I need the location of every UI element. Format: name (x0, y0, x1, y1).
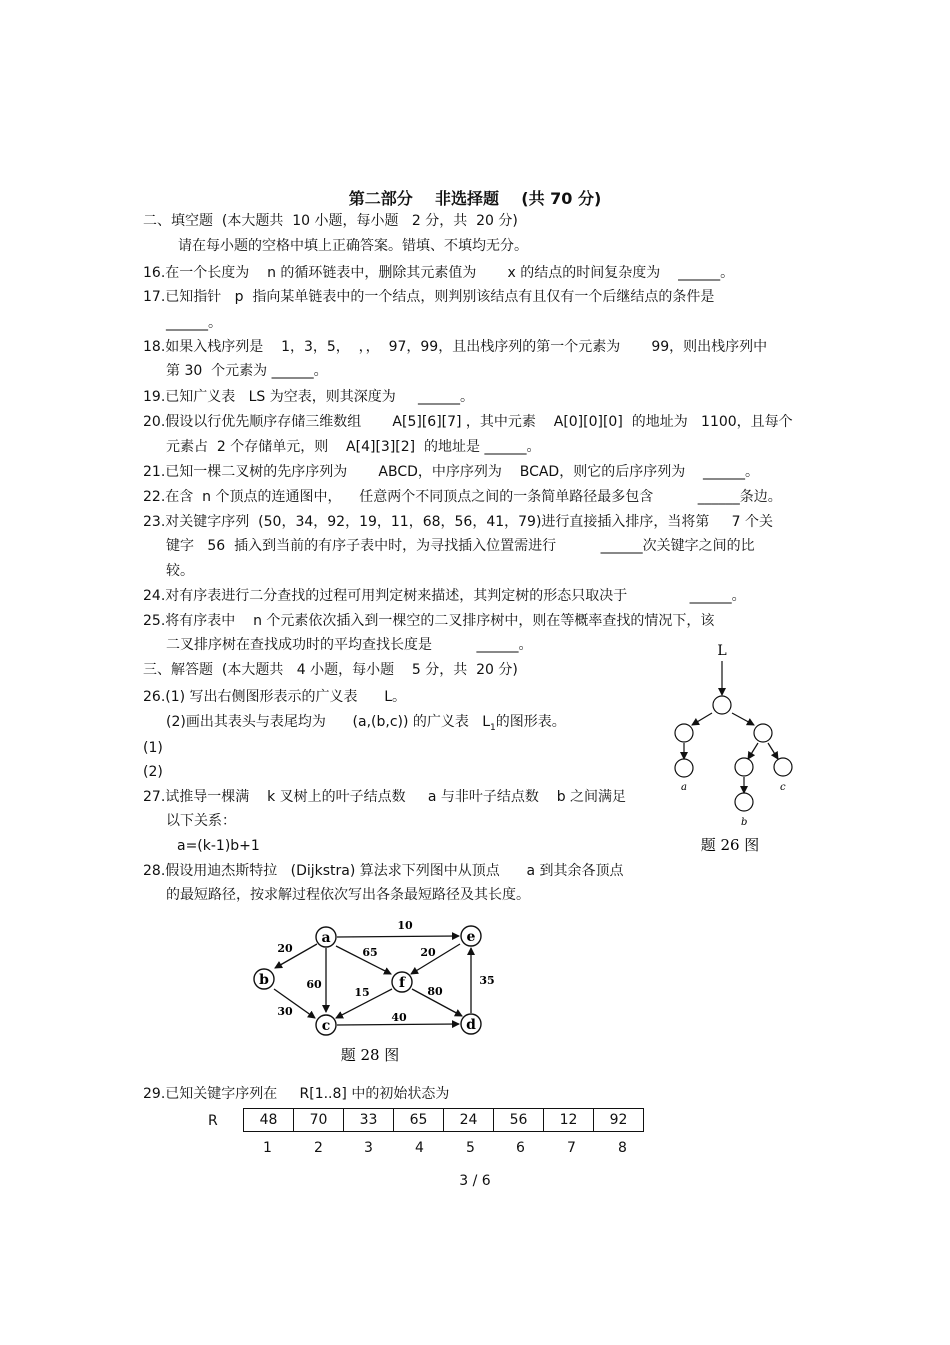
fig28-weight-e-f: 20 (420, 946, 436, 959)
table29-cell: 12 (544, 1109, 594, 1132)
fig28-node-f-label: f (398, 975, 406, 991)
question-24: 24.对有序表进行二分查找的过程可用判定树来描述，其判定树的形态只取决于 ______。 (143, 588, 746, 604)
table29-cell: 24 (444, 1109, 494, 1132)
table29-cell: 65 (394, 1109, 444, 1132)
q26b-subscript: 1 (490, 722, 496, 733)
table29-index: 7 (567, 1140, 576, 1156)
fill-section-header: 二、填空题 (本大题共 10 小题，每小题 2 分，共 20 分) (143, 213, 518, 229)
fig28-weight-d-e: 35 (479, 974, 495, 987)
fig26-leaf-b (735, 793, 753, 811)
fig28-weight-b-c: 30 (277, 1005, 293, 1018)
fig28-weight-a-f: 65 (362, 946, 378, 959)
fig26-leaf-a (675, 759, 693, 777)
q26b-tail: 的图形表。 (495, 714, 566, 730)
question-23-end: 较。 (166, 563, 194, 579)
question-20-cont: 元素占 2 个存储单元，则 A[4][3][2] 的地址是 ______。 (166, 439, 541, 455)
fig28-weight-c-d: 40 (391, 1011, 407, 1024)
question-18: 18.如果入栈序列是 1，3，5， ，， 97，99，且出栈序列的第一个元素为 99，则出栈序列中 (143, 339, 768, 355)
fig26-root-label: L (717, 643, 727, 659)
table29-cell: 70 (294, 1109, 344, 1132)
table29-cell: 33 (344, 1109, 394, 1132)
fig26-node-b-parent (735, 758, 753, 776)
fig28-node-d-label: d (466, 1017, 476, 1033)
question-21: 21.已知一棵二叉树的先序序列为 ABCD，中序序列为 BCAD，则它的后序序列为 ______。 (143, 464, 759, 480)
question-16: 16.在一个长度为 n 的循环链表中，删除其元素值为 x 的结点的时间复杂度为 ______。 (143, 265, 735, 281)
fig28-weight-f-c: 15 (354, 986, 370, 999)
question-19: 19.已知广义表 LS 为空表，则其深度为 ______。 (143, 389, 475, 405)
fig28-node-c-label: c (321, 1018, 331, 1034)
table29-cell: 48 (244, 1109, 294, 1132)
page-number: 3 / 6 (459, 1173, 491, 1189)
fig28-node-b-label: b (259, 972, 269, 988)
question-17: 17.已知指针 p 指向某单链表中的一个结点，则判别该结点有且仅有一个后继结点的条件是 (143, 289, 715, 305)
fig26-node-left (675, 724, 693, 742)
table29-index: 5 (466, 1140, 475, 1156)
answer-section-header: 三、解答题 (本大题共 4 小题，每小题 5 分，共 20 分) (143, 662, 518, 678)
figure-26 (650, 635, 810, 865)
fig28-weight-a-e: 10 (397, 919, 413, 932)
table29-index: 8 (618, 1140, 627, 1156)
table29-index: 6 (516, 1140, 525, 1156)
question-26-part2 (166, 713, 566, 737)
table29-index: 3 (364, 1140, 373, 1156)
answer-2-label: (2) (143, 764, 163, 780)
figure-28 (240, 912, 520, 1067)
q26b-text: (2)画出其表头与表尾均为 (a,(b,c)) 的广义表 L (166, 714, 491, 730)
fig28-caption: 题 28 图 (340, 1046, 400, 1064)
fig28-node-e-label: e (466, 929, 476, 945)
table29-cell: 92 (594, 1109, 644, 1132)
question-28: 28.假设用迪杰斯特拉 (Dijkstra) 算法求下列图中从顶点 a 到其余各顶点 (143, 863, 624, 879)
table29-index: 2 (314, 1140, 323, 1156)
fill-instruction: 请在每小题的空格中填上正确答案。错填、不填均无分。 (178, 238, 528, 254)
fig26-root-node (713, 696, 731, 714)
question-27: 27.试推导一棵满 k 叉树上的叶子结点数 a 与非叶子结点数 b 之间满足 (143, 789, 627, 805)
table29-index: 4 (415, 1140, 424, 1156)
fig28-weight-a-b: 20 (277, 942, 293, 955)
fig26-leaf-b-label: b (741, 817, 748, 828)
fig26-caption: 题 26 图 (700, 836, 760, 854)
fig26-leaf-c-label: c (780, 782, 786, 793)
question-25: 25.将有序表中 n 个元素依次插入到一棵空的二叉排序树中，则在等概率查找的情况下，该 (143, 613, 715, 629)
answer-1-label: (1) (143, 740, 163, 756)
question-27-cont: 以下关系： (166, 813, 236, 829)
question-28-cont: 的最短路径，按求解过程依次写出各条最短路径及其长度。 (166, 887, 530, 903)
question-20: 20.假设以行优先顺序存储三维数组 A[5][6][7] ，其中元素 A[0][0][0] 的地址为 1100，且每个 (143, 414, 793, 430)
question-27-formula: a=(k-1)b+1 (177, 838, 260, 854)
question-23-cont: 键字 56 插入到当前的有序子表中时，为寻找插入位置需进行 ______次关键字之间的比 (166, 538, 755, 554)
fig28-node-a-label: a (321, 930, 331, 946)
table29 (243, 1108, 644, 1132)
question-23: 23.对关键字序列 (50，34，92，19，11，68，56，41，79)进行直接插入排序，当将第 7 个关 (143, 514, 774, 530)
question-17-blank: ______。 (166, 315, 222, 331)
table29-row-label: R (208, 1113, 218, 1129)
question-26: 26.(1) 写出右侧图形表示的广义表 L。 (143, 689, 407, 705)
question-29: 29.已知关键字序列在 R[1..8] 中的初始状态为 (143, 1086, 450, 1102)
fig28-weight-f-d: 80 (427, 985, 443, 998)
question-22: 22.在含 n 个顶点的连通图中， 任意两个不同顶点之间的一条简单路径最多包含 ______条边。 (143, 489, 782, 505)
question-18-cont: 第 30 个元素为 ______。 (166, 363, 328, 379)
fig26-node-right (754, 724, 772, 742)
fig28-weight-a-c: 60 (306, 978, 322, 991)
section-title: 第二部分 非选择题 (共 70 分) (348, 189, 602, 208)
fig26-leaf-a-label: a (681, 782, 687, 793)
fig26-leaf-c (774, 758, 792, 776)
question-25-cont: 二叉排序树在查找成功时的平均查找长度是 ______。 (166, 637, 533, 653)
table-row (244, 1109, 644, 1132)
table29-cell: 56 (494, 1109, 544, 1132)
table29-index: 1 (263, 1140, 272, 1156)
